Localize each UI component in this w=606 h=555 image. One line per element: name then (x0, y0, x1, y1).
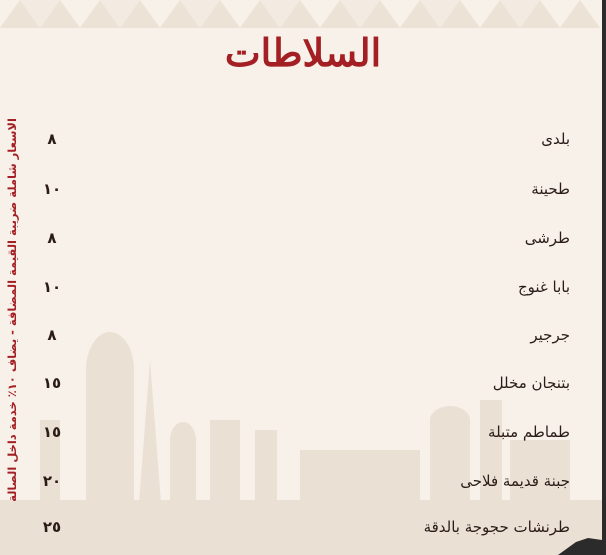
item-name: جبنة قديمة فلاحى (460, 472, 570, 490)
item-price: ٨ (47, 326, 57, 344)
item-price: ٨ (47, 229, 57, 247)
item-price: ١٥ (42, 374, 62, 392)
corner-decoration (558, 538, 602, 555)
right-frame-edge (602, 0, 606, 555)
page-title: السلاطات (224, 30, 382, 75)
item-name: بتنجان مخلل (492, 374, 570, 392)
menu-item (35, 278, 570, 304)
menu-item (35, 326, 570, 352)
item-price: ٨ (47, 130, 57, 148)
item-price: ٢٥ (42, 518, 62, 536)
item-name: طماطم متبلة (488, 423, 570, 441)
item-price: ١٠ (42, 180, 62, 198)
item-price: ١٠ (42, 278, 62, 296)
item-name: طرشى (524, 229, 570, 247)
tax-note: الاسعار شاملة ضريبة القيمة المضافة - يضاف ١٠٪ خدمة داخل الصالة (5, 118, 19, 502)
menu-item (35, 423, 570, 449)
menu-item (35, 472, 570, 498)
item-name: طحينة (531, 180, 570, 198)
menu-item (35, 374, 570, 400)
menu-item (35, 518, 570, 544)
menu-item (35, 229, 570, 255)
item-name: طرنشات حجوجة بالدقة (423, 518, 570, 536)
item-price: ٢٠ (42, 472, 62, 490)
item-name: بلدى (541, 130, 570, 148)
item-name: بابا غنوج (517, 278, 570, 296)
item-price: ١٥ (42, 423, 62, 441)
top-pattern-decoration (0, 0, 606, 28)
menu-item (35, 180, 570, 206)
item-name: جرجير (530, 326, 570, 344)
menu-item (35, 130, 570, 156)
